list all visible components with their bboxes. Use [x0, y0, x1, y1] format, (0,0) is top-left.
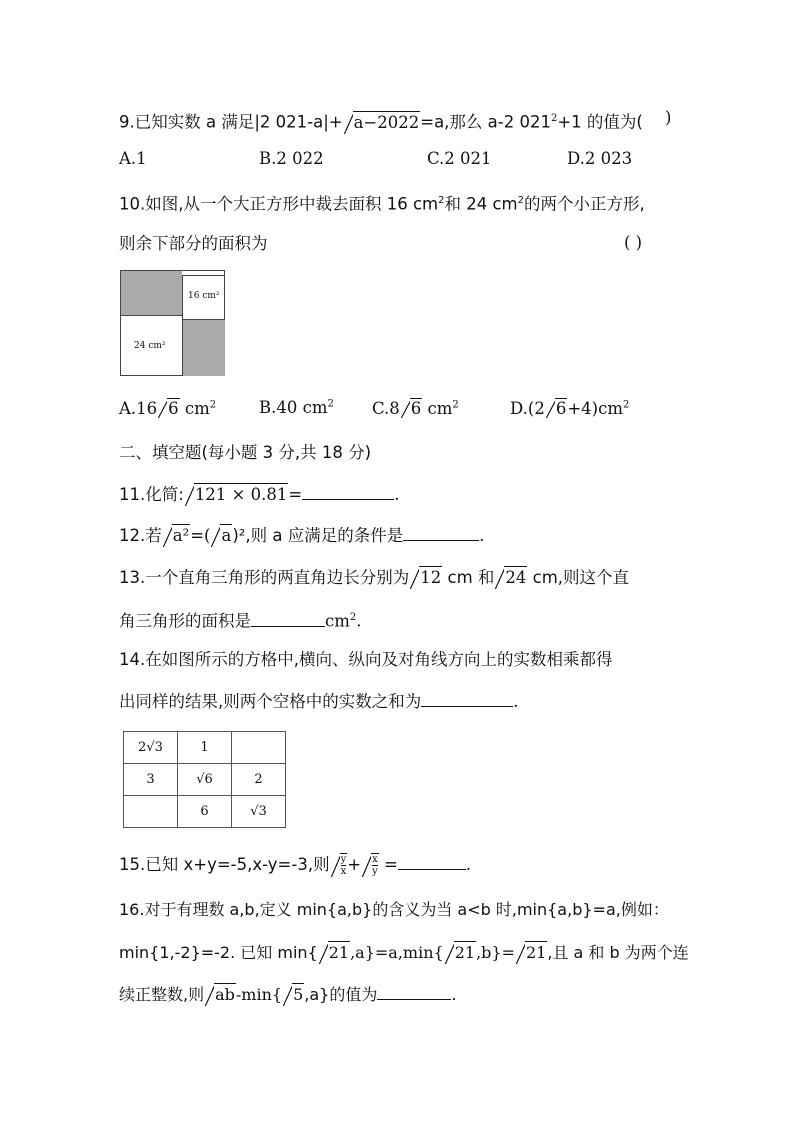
answer-blank[interactable] — [403, 524, 479, 541]
q9-option-d: D.2 023 — [567, 149, 633, 168]
grid-cell: 2 — [232, 764, 286, 796]
shaded-region-top-left — [121, 271, 182, 315]
q10-stem-line2: 则余下部分的面积为 — [119, 234, 268, 253]
grid-cell: 1 — [178, 732, 232, 764]
shaded-region-bottom-right — [183, 320, 225, 376]
grid-cell: 3 — [124, 764, 178, 796]
large-square: 24 cm² — [120, 315, 183, 376]
q16-line2: min{1,-2}=-2. 已知 min{ 21,a}=a,min{ 21,b}= 21,且 a 和 b 为两个连 — [119, 943, 689, 962]
q10-answer-paren: ( ) — [624, 233, 643, 252]
q9-stem: 9.已知实数 a 满足|2 021-a|+ a−2022=a,那么 a-2 $021^2+1$ 的值为( — [119, 112, 643, 132]
answer-blank[interactable] — [251, 610, 325, 627]
q10-figure — [120, 270, 225, 376]
grid-cell-blank — [232, 732, 286, 764]
small-square: 16 cm² — [182, 275, 225, 320]
q16-line1: 16.对于有理数 a,b,定义 min{a,b}的含义为当 a<b 时,min{a,b}=a,例如： — [119, 900, 669, 919]
q9-option-a: A.1 — [119, 149, 147, 168]
grid-cell: 2√3 — [124, 732, 178, 764]
q13-line2: 角三角形的面积是 $cm^2$. — [119, 611, 362, 631]
q14-line2: 出同样的结果,则两个空格中的实数之和为 . — [119, 692, 519, 711]
grid-cell: √6 — [178, 764, 232, 796]
q9-answer-paren-close: ) — [665, 108, 672, 127]
sqrt-symbol: a−2022 — [344, 111, 421, 134]
answer-blank[interactable] — [398, 853, 466, 870]
section-title: 二、填空题(每小题 3 分,共 18 分) — [119, 443, 372, 462]
answer-blank[interactable] — [421, 690, 513, 707]
q10-option-c: C.8 6 $cm^2$ — [372, 399, 459, 418]
grid-cell: 6 — [178, 796, 232, 828]
q13-line1: 13.一个直角三角形的两直角边长分别为 12 cm 和 24 cm,则这个直 — [119, 568, 630, 587]
q10-option-d: D.(2 $6+4)cm^2$ — [510, 399, 630, 418]
grid-cell-blank — [124, 796, 178, 828]
q16-line3: 续正整数,则 ab-min{ 5,a}的值为 . — [119, 985, 457, 1004]
answer-blank[interactable] — [377, 983, 451, 1000]
q11: 11.化简: 121 × 0.81= . — [119, 485, 400, 504]
q15: 15.已知 x+y=-5,x-y=-3,则 $\frac{y}{x}$ + $\frac{x}{y}$ = . — [119, 854, 472, 877]
q9-option-c: C.2 021 — [427, 149, 492, 168]
answer-blank[interactable] — [302, 483, 394, 500]
q10-option-b: B.40 $cm^2$ — [259, 398, 334, 417]
q12: 12.若 a²=( a)²,则 a 应满足的条件是 . — [119, 526, 485, 545]
q10-option-a: A.16 6 $cm^2$ — [119, 399, 217, 418]
q14-grid — [123, 731, 286, 828]
q14-line1: 14.在如图所示的方格中,横向、纵向及对角线方向上的实数相乘都得 — [119, 650, 613, 669]
q9-option-b: B.2 022 — [259, 149, 324, 168]
q10-stem-line1: 10.如图,从一个大正方形中裁去面积 16 $cm^2$和 24 $cm^2$的两个小正方形, — [119, 194, 645, 214]
grid-cell: √3 — [232, 796, 286, 828]
